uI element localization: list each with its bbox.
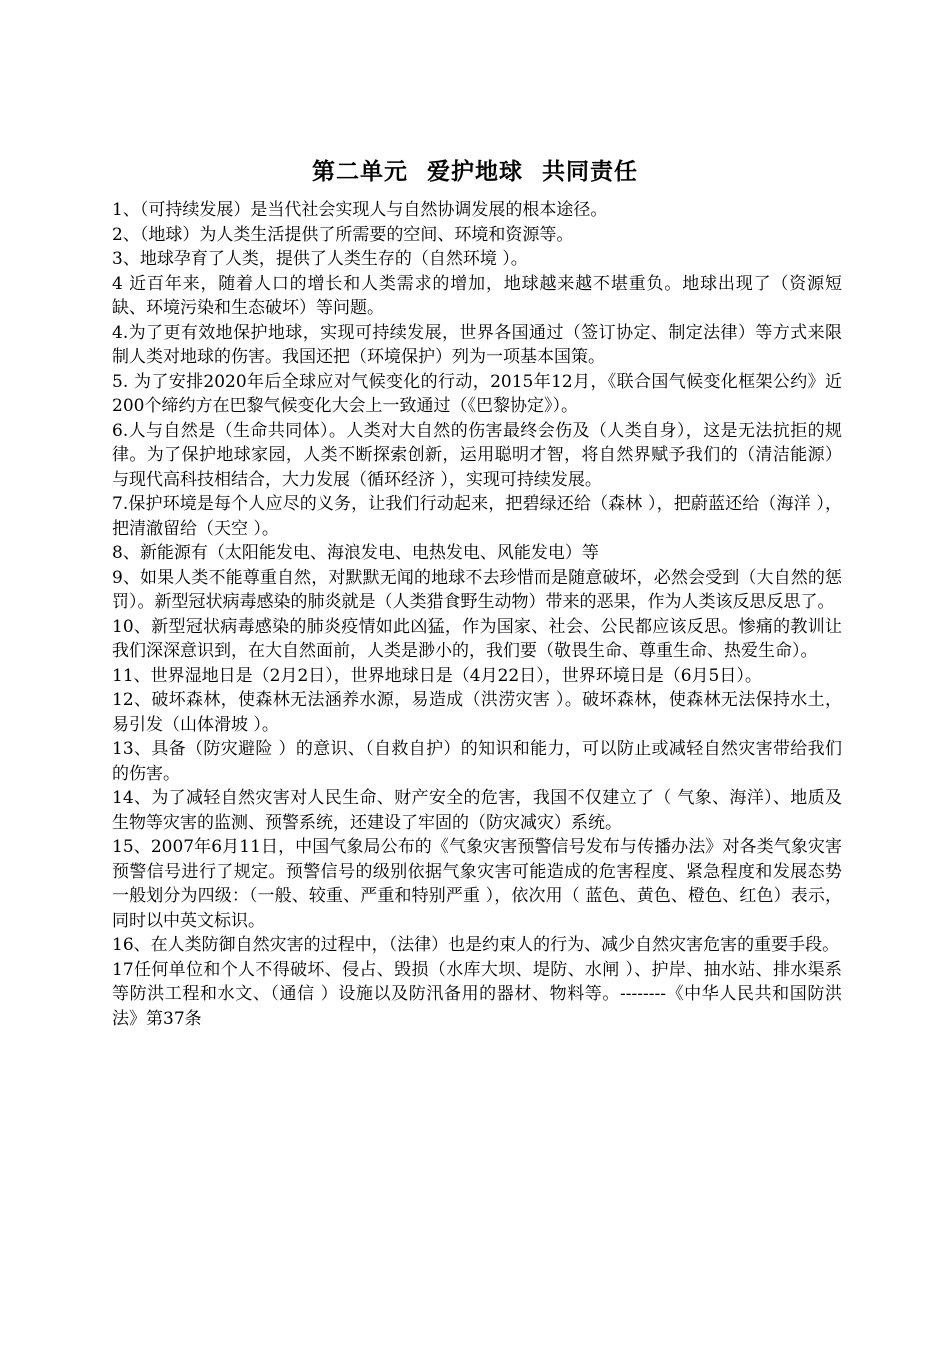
paragraph-item: 7.保护环境是每个人应尽的义务，让我们行动起来，把碧绿还给（森林 ），把蔚蓝还给（海洋 ），把清澈留给（天空 ）。 <box>112 494 842 539</box>
paragraph-item: 1、（可持续发展）是当代社会实现人与自然协调发展的根本途径。 <box>112 200 608 220</box>
paragraph-item: 8、新能源有（太阳能发电、海浪发电、电热发电、风能发电）等 <box>112 543 599 563</box>
paragraph-item: 11、世界湿地日是（2月2日），世界地球日是（4月22日），世界环境日是（6月5日）。 <box>112 665 762 686</box>
paragraph-item: 14、为了减轻自然灾害对人民生命、财产安全的危害，我国不仅建立了（ 气象、海洋）、地质及生物等灾害的监测、预警系统，还建设了牢固的（防灾减灾）系统。 <box>112 788 842 833</box>
paragraph-item: 9、如果人类不能尊重自然，对默默无闻的地球不去珍惜而是随意破坏，必然会受到（大自然的惩罚）。新型冠状病毒感染的肺炎就是（人类猎食野生动物）带来的恶果，作为人类该反思反思了。 <box>112 567 842 612</box>
paragraph-item: 4 近百年来，随着人口的增长和人类需求的增加，地球越来越不堪重负。地球出现了（资源短缺、环境污染和生态破坏）等问题。 <box>112 273 842 318</box>
paragraph-item: 10、新型冠状病毒感染的肺炎疫情如此凶猛，作为国家、社会、公民都应该反思。惨痛的教训让我们深深意识到，在大自然面前，人类是渺小的，我们要（敬畏生命、尊重生命、热爱生命）。 <box>112 616 842 661</box>
page-title: 第二单元 爱护地球 共同责任 <box>311 159 638 185</box>
paragraph-item: 6.人与自然是（生命共同体）。人类对大自然的伤害最终会伤及（人类自身），这是无法抗拒的规律。为了保护地球家园，人类不断探索创新，运用聪明才智，将自然界赋予我们的（清洁能源）与现代高科技相结合，大力发展（循环经济 ），实现可持续发展。 <box>112 420 842 490</box>
paragraph-item: 17任何单位和个人不得破坏、侵占、毁损（水库大坝、堤防、水闸 ）、护岸、抽水站、排水渠系等防洪工程和水文、（通信 ）设施以及防汛备用的器材、物料等。--------《中华人民共和国防洪法》第37条 <box>112 959 842 1029</box>
paragraph-item: 13、具备（防灾避险 ）的意识、（自救自护）的知识和能力，可以防止或减轻自然灾害带给我们的伤害。 <box>112 739 842 784</box>
paragraph-item: 4.为了更有效地保护地球，实现可持续发展，世界各国通过（签订协定、制定法律）等方式来限制人类对地球的伤害。我国还把（环境保护）列为一项基本国策。 <box>112 322 842 367</box>
paragraph-item: 2、（地球）为人类生活提供了所需要的空间、环境和资源等。 <box>112 224 574 245</box>
paragraph-item: 15、2007年6月11日，中国气象局公布的《气象灾害预警信号发布与传播办法》对各类气象灾害预警信号进行了规定。预警信号的级别依据气象灾害可能造成的危害程度、紧急程度和发展态势一般划分为四级：（一般、较重、严重和特别严重 ），依次用（ 蓝色、黄色、橙色、红色）表示，同时以中英文标识。 <box>112 837 842 931</box>
document-body <box>112 198 842 1031</box>
paragraph-item: 3、地球孕育了人类，提供了人类生存的（自然环境 ）。 <box>112 249 528 269</box>
paragraph-item: 16、在人类防御自然灾害的过程中，（法律）也是约束人的行为、减少自然灾害危害的重要手段。 <box>112 935 840 955</box>
paragraph-item: 5. 为了安排2020年后全球应对气候变化的行动，2015年12月，《联合国气候变化框架公约》近200个缔约方在巴黎气候变化大会上一致通过（《巴黎协定》）。 <box>112 371 842 416</box>
paragraph-item: 12、破坏森林，使森林无法涵养水源，易造成（洪涝灾害 ）。破坏森林，使森林无法保持水土，易引发（山体滑坡 ）。 <box>112 690 842 735</box>
